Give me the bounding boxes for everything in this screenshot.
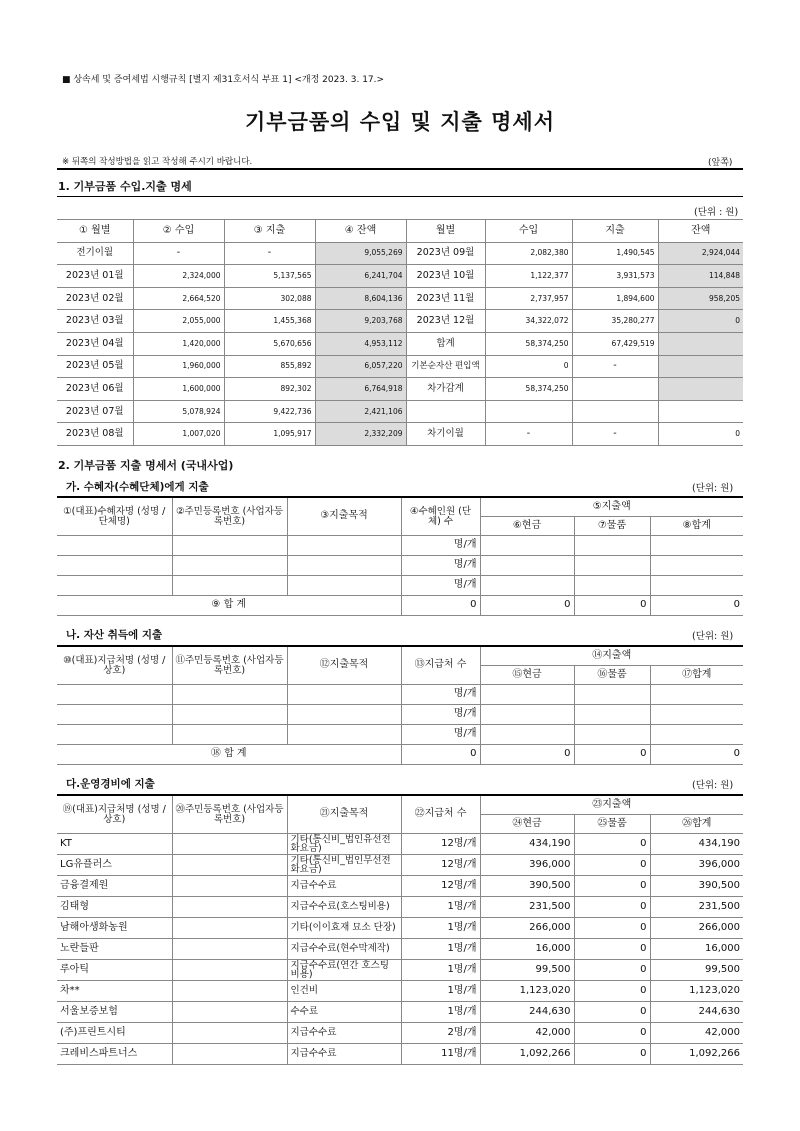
cell-count: 11명/개: [401, 1044, 480, 1065]
cell-registration-number: [172, 981, 287, 1002]
cell-payee-name: 노란들판: [57, 939, 172, 960]
header-expense-2: 지출: [572, 220, 658, 243]
cell-count: 12명/개: [401, 876, 480, 897]
cell-count: 명/개: [401, 556, 480, 576]
cell-goods: 0: [574, 1023, 650, 1044]
cell-goods: 0: [574, 918, 650, 939]
header-total: ㉖합계: [650, 815, 743, 834]
cell-balance: 4,953,112: [315, 332, 406, 355]
cell-payee-name: 차**: [57, 981, 172, 1002]
cell-balance: 2,421,106: [315, 400, 406, 423]
cell-income: 2,664,520: [133, 287, 224, 310]
cell-count: 명/개: [401, 536, 480, 556]
cell-cash: 1,123,020: [480, 981, 574, 1002]
table-row: [57, 1023, 743, 1044]
cell-balance-2: [658, 400, 743, 423]
cell-expense: 1,455,368: [224, 310, 315, 333]
table-row: [57, 378, 743, 401]
cell-income-2: 58,374,250: [485, 332, 572, 355]
cell-total: 266,000: [650, 918, 743, 939]
cell-goods: 0: [574, 939, 650, 960]
header-purpose: ③지출목적: [287, 497, 401, 536]
cell-month-2: 차기이월: [406, 423, 485, 446]
cell-count: 명/개: [401, 576, 480, 596]
header-beneficiary-count: ④수혜인원 (단체) 수: [401, 497, 480, 536]
section2-da-unit: (단위: 원): [692, 780, 734, 791]
cell-cash: 434,190: [480, 834, 574, 855]
section2-na-unit: (단위: 원): [692, 631, 734, 642]
cell-balance-2: 0: [658, 310, 743, 333]
cell-registration-number: [172, 876, 287, 897]
sum-total: 0: [650, 745, 743, 765]
cell-cash: 16,000: [480, 939, 574, 960]
cell-payee-name: 서울보증보험: [57, 1002, 172, 1023]
cell-goods: 0: [574, 960, 650, 981]
cell-payee-name: 루아틱: [57, 960, 172, 981]
header-purpose: ㉑지출목적: [287, 795, 401, 834]
sum-cash: 0: [480, 745, 574, 765]
sum-count: 0: [401, 596, 480, 616]
cell-balance-2: 0: [658, 423, 743, 446]
cell-expense-2: 1,490,545: [572, 242, 658, 265]
instruction-notice: ※ 뒤쪽의 작성방법을 읽고 작성해 주시기 바랍니다.: [62, 157, 253, 167]
cell-purpose: 기타(통신비_법인무선전화요금): [287, 855, 401, 876]
header-income: ② 수입: [133, 220, 224, 243]
cell-expense: -: [224, 242, 315, 265]
table-row: [57, 355, 743, 378]
cell-month-2: 차가감계: [406, 378, 485, 401]
table-row: [57, 855, 743, 876]
cell-balance: 2,332,209: [315, 423, 406, 446]
sum-label: ⑨ 합 계: [57, 596, 401, 616]
cell-purpose: 지급수수료: [287, 876, 401, 897]
cell-month-2: 2023년 12월: [406, 310, 485, 333]
cell-cash: 266,000: [480, 918, 574, 939]
cell-count: 명/개: [401, 705, 480, 725]
cell-goods: 0: [574, 834, 650, 855]
cell-balance: 6,057,220: [315, 355, 406, 378]
cell-payee-name: 남해아생화농원: [57, 918, 172, 939]
cell-income-2: 0: [485, 355, 572, 378]
cell-month: 2023년 04월: [57, 332, 133, 355]
header-registration-number: ⑳주민등록번호 (사업자등록번호): [172, 795, 287, 834]
header-balance: ④ 잔액: [315, 220, 406, 243]
table-row: [57, 685, 743, 705]
cell-total: 390,500: [650, 876, 743, 897]
cell-count: 명/개: [401, 725, 480, 745]
header-registration-number: ⑪주민등록번호 (사업자등록번호): [172, 646, 287, 685]
cell-expense: 9,422,736: [224, 400, 315, 423]
cell-registration-number: [172, 1044, 287, 1065]
header-payee-name: ⑲(대표)지급처명 (성명 / 상호): [57, 795, 172, 834]
cell-month: 2023년 07월: [57, 400, 133, 423]
cell-balance-2: 2,924,044: [658, 242, 743, 265]
section2-title: 2. 기부금품 지출 명세서 (국내사업): [58, 459, 234, 472]
cell-purpose: 지급수수료: [287, 1023, 401, 1044]
cell-count: 1명/개: [401, 939, 480, 960]
header-total: ⑧합계: [650, 517, 743, 536]
cell-purpose: 지급수수료(현수막제작): [287, 939, 401, 960]
top-rule: [57, 168, 743, 170]
cell-cash: 390,500: [480, 876, 574, 897]
table-row: [57, 834, 743, 855]
beneficiary-expense-table: [57, 496, 743, 616]
header-registration-number: ②주민등록번호 (사업자등록번호): [172, 497, 287, 536]
header-amount: ㉓지출액: [480, 795, 743, 815]
cell-total: 16,000: [650, 939, 743, 960]
cell-expense: 5,137,565: [224, 265, 315, 288]
table-row: [57, 536, 743, 556]
section2-na-title: 나. 자산 취득에 지출: [66, 629, 163, 641]
cell-income-2: -: [485, 423, 572, 446]
sum-row: [57, 745, 743, 765]
table-row: [57, 332, 743, 355]
cell-month: 2023년 03월: [57, 310, 133, 333]
cell-balance-2: [658, 332, 743, 355]
cell-cash: 42,000: [480, 1023, 574, 1044]
cell-total: 42,000: [650, 1023, 743, 1044]
cell-month: 2023년 08월: [57, 423, 133, 446]
cell-income-2: 34,322,072: [485, 310, 572, 333]
cell-expense-2: [572, 400, 658, 423]
header-payee-name: ⑩(대표)지급처명 (성명 / 상호): [57, 646, 172, 685]
cell-total: 1,123,020: [650, 981, 743, 1002]
section1-unit: (단위 : 원): [694, 207, 739, 218]
cell-expense: 302,088: [224, 287, 315, 310]
cell-month: 2023년 02월: [57, 287, 133, 310]
header-month-2: 월별: [406, 220, 485, 243]
section2-da-title: 다.운영경비에 지출: [66, 778, 155, 790]
header-goods: ⑯물품: [574, 666, 650, 685]
sum-count: 0: [401, 745, 480, 765]
cell-total: 434,190: [650, 834, 743, 855]
table-row: [57, 918, 743, 939]
header-income-2: 수입: [485, 220, 572, 243]
cell-balance: 8,604,136: [315, 287, 406, 310]
cell-registration-number: [172, 939, 287, 960]
cell-registration-number: [172, 834, 287, 855]
cell-expense-2: -: [572, 355, 658, 378]
cell-count: 12명/개: [401, 855, 480, 876]
cell-count: 1명/개: [401, 918, 480, 939]
cell-income: 1,420,000: [133, 332, 224, 355]
sum-row: [57, 596, 743, 616]
header-payee-count: ㉒지급처 수: [401, 795, 480, 834]
cell-goods: 0: [574, 1002, 650, 1023]
sum-goods: 0: [574, 596, 650, 616]
table-row: [57, 876, 743, 897]
cell-total: 99,500: [650, 960, 743, 981]
table-row: [57, 242, 743, 265]
cell-month: 2023년 01월: [57, 265, 133, 288]
cell-expense: 1,095,917: [224, 423, 315, 446]
cell-expense-2: 1,894,600: [572, 287, 658, 310]
sum-goods: 0: [574, 745, 650, 765]
header-cash: ㉔현금: [480, 815, 574, 834]
cell-goods: 0: [574, 855, 650, 876]
cell-payee-name: LG유플러스: [57, 855, 172, 876]
table-row: [57, 897, 743, 918]
cell-income: 2,055,000: [133, 310, 224, 333]
header-purpose: ⑫지출목적: [287, 646, 401, 685]
cell-count: 2명/개: [401, 1023, 480, 1044]
cell-payee-name: 김태형: [57, 897, 172, 918]
cell-income: 5,078,924: [133, 400, 224, 423]
cell-expense: 855,892: [224, 355, 315, 378]
cell-registration-number: [172, 918, 287, 939]
cell-balance: 9,203,768: [315, 310, 406, 333]
cell-registration-number: [172, 855, 287, 876]
table-row: [57, 423, 743, 446]
asset-acquisition-table: [57, 645, 743, 765]
page-side-label: (앞쪽): [708, 158, 733, 168]
cell-balance-2: [658, 355, 743, 378]
cell-income-2: 2,082,380: [485, 242, 572, 265]
cell-balance: 6,764,918: [315, 378, 406, 401]
table-row: [57, 725, 743, 745]
cell-purpose: 기타(통신비_법인유선전화요금): [287, 834, 401, 855]
sum-total: 0: [650, 596, 743, 616]
cell-balance: 9,055,269: [315, 242, 406, 265]
sum-cash: 0: [480, 596, 574, 616]
cell-count: 명/개: [401, 685, 480, 705]
section1-rule: [57, 196, 743, 197]
cell-balance-2: 114,848: [658, 265, 743, 288]
cell-registration-number: [172, 960, 287, 981]
cell-balance-2: 958,205: [658, 287, 743, 310]
cell-total: 1,092,266: [650, 1044, 743, 1065]
table-row: [57, 287, 743, 310]
cell-income: 1,960,000: [133, 355, 224, 378]
cell-income: 2,324,000: [133, 265, 224, 288]
cell-count: 1명/개: [401, 960, 480, 981]
cell-expense-2: -: [572, 423, 658, 446]
cell-purpose: 기타(이이효재 묘소 단장): [287, 918, 401, 939]
table-row: [57, 705, 743, 725]
cell-purpose: 지급수수료(호스팅비용): [287, 897, 401, 918]
cell-month-2: 2023년 11월: [406, 287, 485, 310]
cell-payee-name: KT: [57, 834, 172, 855]
table-row: [57, 310, 743, 333]
income-expense-table: [57, 219, 743, 446]
cell-expense-2: 35,280,277: [572, 310, 658, 333]
cell-balance-2: [658, 378, 743, 401]
cell-total: 231,500: [650, 897, 743, 918]
cell-cash: 396,000: [480, 855, 574, 876]
header-goods: ㉕물품: [574, 815, 650, 834]
header-amount: ⑭지출액: [480, 646, 743, 666]
cell-registration-number: [172, 1002, 287, 1023]
table-row: [57, 960, 743, 981]
cell-goods: 0: [574, 897, 650, 918]
cell-goods: 0: [574, 981, 650, 1002]
cell-payee-name: 크레비스파트너스: [57, 1044, 172, 1065]
cell-total: 396,000: [650, 855, 743, 876]
cell-income-2: 2,737,957: [485, 287, 572, 310]
table-row: [57, 400, 743, 423]
header-goods: ⑦물품: [574, 517, 650, 536]
header-payee-count: ⑬지급처 수: [401, 646, 480, 685]
header-month: ① 월별: [57, 220, 133, 243]
cell-cash: 99,500: [480, 960, 574, 981]
cell-registration-number: [172, 1023, 287, 1044]
cell-income: 1,007,020: [133, 423, 224, 446]
header-balance-2: 잔액: [658, 220, 743, 243]
header-expense: ③ 지출: [224, 220, 315, 243]
cell-expense-2: 67,429,519: [572, 332, 658, 355]
table-row: [57, 981, 743, 1002]
table-row: [57, 556, 743, 576]
operating-expense-table: [57, 794, 743, 1065]
cell-goods: 0: [574, 876, 650, 897]
cell-cash: 1,092,266: [480, 1044, 574, 1065]
cell-expense-2: 3,931,573: [572, 265, 658, 288]
cell-month-2: 2023년 09월: [406, 242, 485, 265]
cell-expense: 5,670,656: [224, 332, 315, 355]
header-beneficiary-name: ①(대표)수혜자명 (성명 / 단체명): [57, 497, 172, 536]
table-row: [57, 1002, 743, 1023]
cell-month-2: [406, 400, 485, 423]
cell-purpose: 지급수수료: [287, 1044, 401, 1065]
section2-ga-unit: (단위: 원): [692, 483, 734, 494]
cell-income: 1,600,000: [133, 378, 224, 401]
header-amount: ⑤지출액: [480, 497, 743, 517]
cell-payee-name: (주)프린트시티: [57, 1023, 172, 1044]
cell-purpose: 지급수수료(연간 호스팅비용): [287, 960, 401, 981]
form-reference: ■ 상속세 및 증여세법 시행규칙 [별지 제31호서식 부표 1] <개정 2023. 3. 17.>: [62, 75, 385, 85]
header-cash: ⑮현금: [480, 666, 574, 685]
cell-month: 2023년 06월: [57, 378, 133, 401]
cell-payee-name: 금융결제원: [57, 876, 172, 897]
cell-income-2: [485, 400, 572, 423]
cell-cash: 231,500: [480, 897, 574, 918]
cell-income: -: [133, 242, 224, 265]
cell-count: 1명/개: [401, 981, 480, 1002]
cell-balance: 6,241,704: [315, 265, 406, 288]
sum-label: ⑱ 합 계: [57, 745, 401, 765]
section2-ga-title: 가. 수혜자(수혜단체)에게 지출: [66, 481, 209, 493]
cell-income-2: 58,374,250: [485, 378, 572, 401]
table-row: [57, 576, 743, 596]
cell-month-2: 2023년 10월: [406, 265, 485, 288]
cell-purpose: 인건비: [287, 981, 401, 1002]
cell-income-2: 1,122,377: [485, 265, 572, 288]
cell-count: 1명/개: [401, 897, 480, 918]
cell-registration-number: [172, 897, 287, 918]
cell-goods: 0: [574, 1044, 650, 1065]
cell-month-2: 기본순자산 편입액: [406, 355, 485, 378]
cell-expense-2: [572, 378, 658, 401]
header-total: ⑰합계: [650, 666, 743, 685]
table-row: [57, 265, 743, 288]
cell-month-2: 합계: [406, 332, 485, 355]
table-row: [57, 939, 743, 960]
header-cash: ⑥현금: [480, 517, 574, 536]
cell-cash: 244,630: [480, 1002, 574, 1023]
cell-total: 244,630: [650, 1002, 743, 1023]
cell-count: 12명/개: [401, 834, 480, 855]
cell-count: 1명/개: [401, 1002, 480, 1023]
cell-expense: 892,302: [224, 378, 315, 401]
cell-month: 2023년 05월: [57, 355, 133, 378]
cell-month: 전기이월: [57, 242, 133, 265]
table-row: [57, 1044, 743, 1065]
document-title: 기부금품의 수입 및 지출 명세서: [245, 110, 555, 134]
cell-purpose: 수수료: [287, 1002, 401, 1023]
section1-title: 1. 기부금품 수입.지출 명세: [58, 180, 192, 193]
table-header-row: [57, 220, 743, 243]
